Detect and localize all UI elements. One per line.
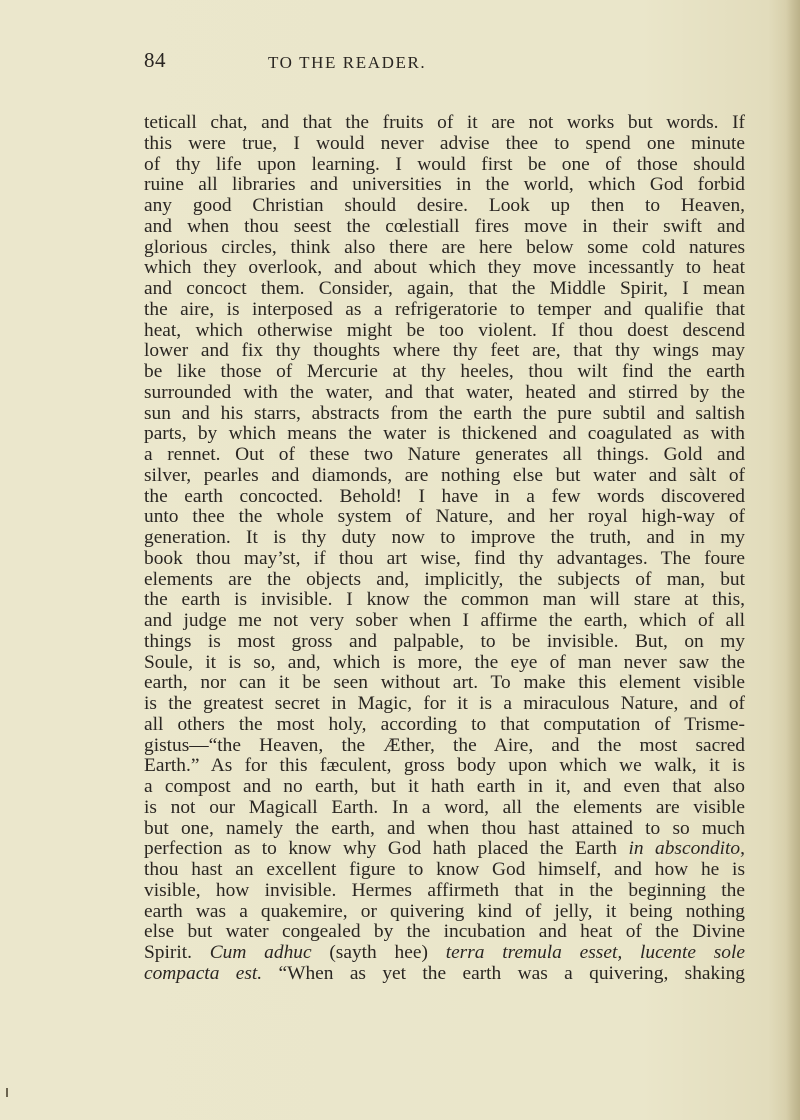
- text-line: elements are the objects and, implicitly, the subjects of man, but: [144, 568, 745, 590]
- text-line: a rennet. Out of these two Nature generates all things. Gold and: [144, 444, 745, 465]
- text-line: visible, how invisible. Hermes affirmeth that in the beginning the: [144, 879, 745, 901]
- text-line: teticall chat, and that the fruits of it are not works but words. If: [144, 112, 745, 133]
- text-line: of thy life upon learning. I would first be one of those should: [144, 153, 745, 175]
- text-line: and judge me not very sober when I affirme the earth, which of all: [144, 610, 745, 631]
- text-line: parts, by which means the water is thickened and coagulated as with: [144, 423, 745, 445]
- text-line: Spirit. Cum adhuc (sayth hee) terra tremula esset, lucente sole: [144, 942, 745, 963]
- text-line: a compost and no earth, but it hath earth in it, and even that also: [144, 776, 745, 797]
- page-header: [0, 48, 800, 84]
- page-number: 84: [144, 48, 166, 72]
- text-line: any good Christian should desire. Look up then to Heaven,: [144, 195, 745, 216]
- text-line: and when thou seest the cœlestiall fires move in their swift and: [144, 215, 745, 237]
- text-line: glorious circles, think also there are here below some cold natures: [144, 236, 745, 258]
- text-line: the aire, is interposed as a refrigeratorie to temper and qualifie that: [144, 298, 745, 320]
- text-line: lower and fix thy thoughts where thy feet are, that thy wings may: [144, 340, 745, 362]
- text-line: thou hast an excellent figure to know God himself, and how he is: [144, 859, 745, 880]
- text-line: is not our Magicall Earth. In a word, all the elements are visible: [144, 796, 745, 818]
- text-line: book thou may’st, if thou art wise, find thy advantages. The foure: [144, 547, 745, 569]
- text-line: things is most gross and palpable, to be invisible. But, on my: [144, 630, 745, 652]
- text-line: ruine all libraries and universities in the world, which God forbid: [144, 174, 745, 196]
- text-line: else but water congealed by the incubation and heat of the Divine: [144, 921, 745, 943]
- paper-speck: [6, 1088, 8, 1097]
- text-line: Soule, it is so, and, which is more, the eye of man never saw the: [144, 651, 745, 673]
- running-head: TO THE READER.: [268, 53, 427, 72]
- text-line: this were true, I would never advise thee to spend one minute: [144, 132, 745, 154]
- body-text: [144, 113, 745, 985]
- text-line: all others the most holy, according to that computation of Trisme-: [144, 713, 745, 735]
- text-line: but one, namely the earth, and when thou hast attained to so much: [144, 817, 745, 839]
- text-line: earth was a quakemire, or quivering kind of jelly, it being nothing: [144, 900, 745, 922]
- text-line: is the greatest secret in Magic, for it is a miraculous Nature, and of: [144, 693, 745, 714]
- text-line: silver, pearles and diamonds, are nothing else but water and sàlt of: [144, 464, 745, 486]
- text-line: perfection as to know why God hath placed the Earth in abscondito,: [144, 838, 745, 860]
- text-line: heat, which otherwise might be too violent. If thou doest descend: [144, 319, 745, 341]
- text-line: sun and his starrs, abstracts from the earth the pure subtil and saltish: [144, 402, 745, 424]
- text-line: Earth.” As for this fæculent, gross body upon which we walk, it is: [144, 755, 745, 777]
- text-line: surrounded with the water, and that water, heated and stirred by the: [144, 381, 745, 403]
- text-line: the earth is invisible. I know the common man will stare at this,: [144, 589, 745, 611]
- text-line: gistus—“the Heaven, the Æther, the Aire, and the most sacred: [144, 734, 745, 756]
- text-line: earth, nor can it be seen without art. To make this element visible: [144, 672, 745, 694]
- text-line: unto thee the whole system of Nature, and her royal high-way of: [144, 506, 745, 528]
- text-line: compacta est. “When as yet the earth was a quivering, shaking: [144, 962, 745, 984]
- text-line: the earth concocted. Behold! I have in a few words discovered: [144, 485, 745, 507]
- text-line: and concoct them. Consider, again, that the Middle Spirit, I mean: [144, 278, 745, 299]
- text-line: be like those of Mercurie at thy heeles, thou wilt find the earth: [144, 361, 745, 382]
- text-line: generation. It is thy duty now to improve the truth, and in my: [144, 527, 745, 548]
- text-line: which they overlook, and about which they move incessantly to heat: [144, 257, 745, 279]
- page-edge-shadow: [786, 0, 800, 1120]
